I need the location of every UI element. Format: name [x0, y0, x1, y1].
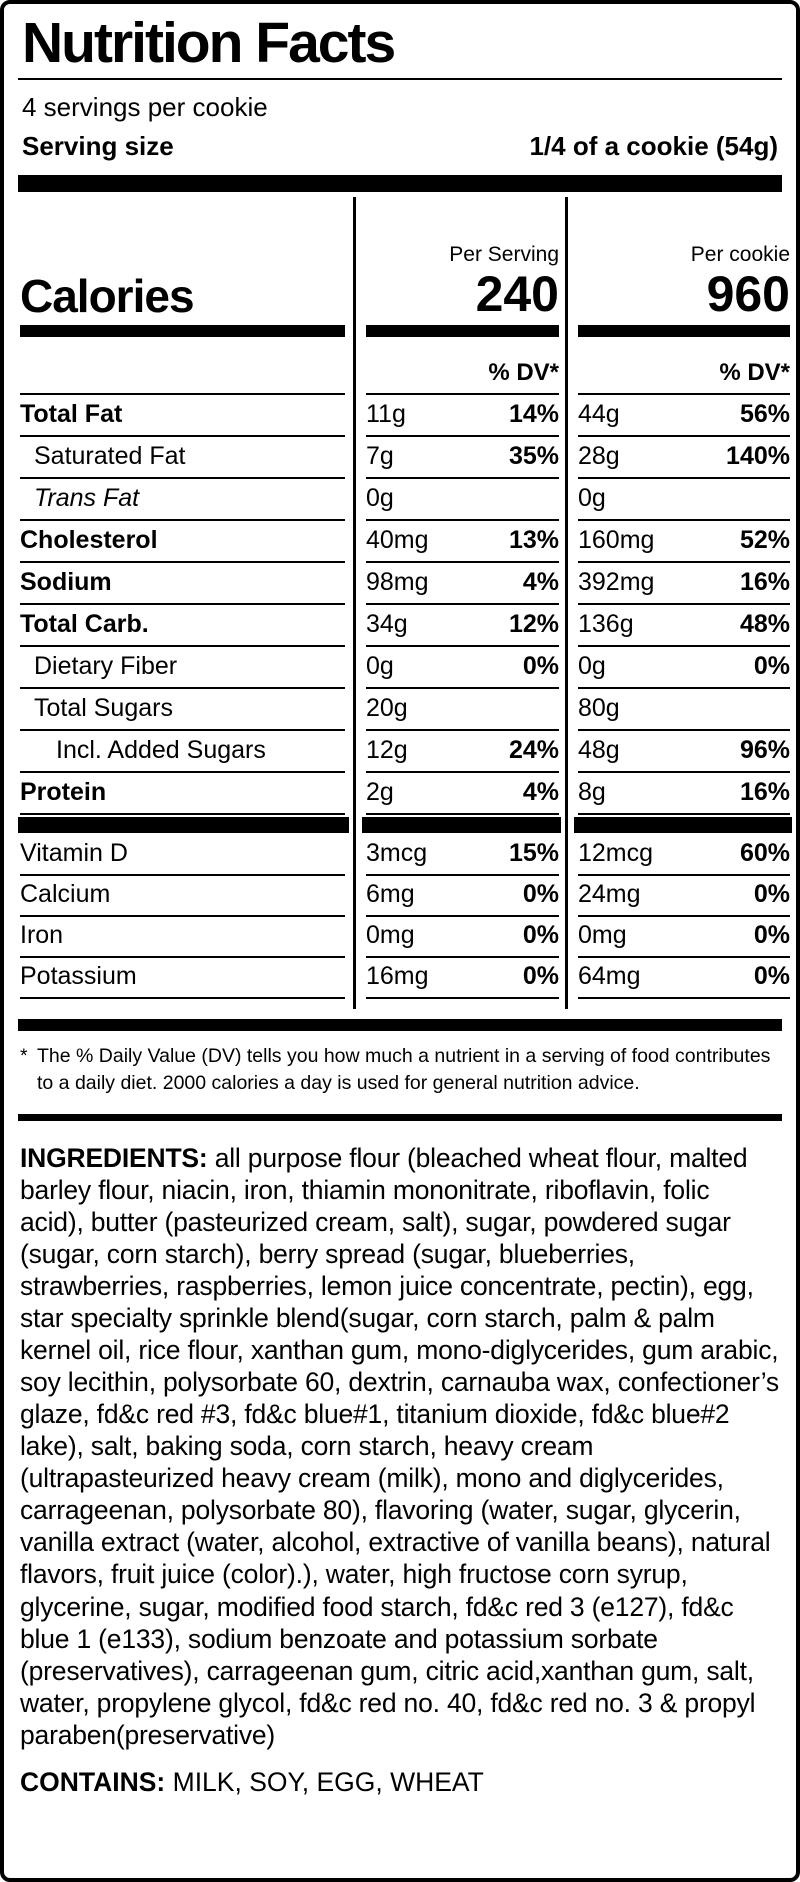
- title-rule: [18, 78, 782, 80]
- dv-footnote: [4, 1031, 796, 1097]
- ingredients-label: INGREDIENTS:: [20, 1142, 208, 1173]
- dv-per-cookie: 0%: [753, 961, 790, 990]
- amount-per-serving: 20g: [366, 693, 408, 722]
- nutrient-name: Calcium: [20, 879, 111, 908]
- dv-per-serving: 35%: [508, 441, 559, 470]
- amount-per-cookie: 24mg: [578, 879, 641, 908]
- amount-per-serving: 3mcg: [366, 838, 428, 867]
- nutrient-name: Sodium: [20, 567, 112, 596]
- dv-per-serving: 0%: [522, 920, 559, 949]
- amount-per-cookie: 12mcg: [578, 838, 654, 867]
- footnote-text: The % Daily Value (DV) tells you how much a nutrient in a serving of food contributes to a daily diet. 2000 calories a day is used for general nutrition advice.: [37, 1044, 771, 1094]
- dv-per-cookie: 96%: [739, 735, 790, 764]
- dv-per-serving: 15%: [508, 838, 559, 867]
- amount-per-serving: 2g: [366, 777, 394, 806]
- thick-separator-bar: [18, 175, 782, 192]
- amount-per-serving: 16mg: [366, 961, 429, 990]
- ingredients-text: all purpose flour (bleached wheat flour, malted barley flour, niacin, iron, thiamin mononitrate, riboflavin, folic acid), butter (pasteurized cream, salt), sugar, powdered sugar (sugar, corn starch), berry spread (sugar, blueberries, strawberries, raspberries, lemon juice concentrate, pectin), egg, star specialty sprinkle blend(sugar, corn starch, palm & palm kernel oil, rice flour, xanthan gum, mono-diglycerides, gum arabic, soy lecithin, polysorbate 60, dextrin, carnauba wax, confectioner’s glaze, fd&c red #3, fd&c blue#1, titanium dioxide, fd&c blue#2 lake), salt, baking soda, corn starch, heavy cream (ultrapasteurized heavy cream (milk), mono and diglycerides, carrageenan, polysorbate 80), flavoring (water, sugar, glycerin, vanilla extract (water, alcohol, extractive of vanilla beans), natural flavors, fruit juice (color).), water, high fructose corn syrup, glycerine, sugar, modified food starch, fd&c red 3 (e127), fd&c blue 1 (e133), sodium benzoate and potassium sorbate (preservatives), carrageenan gum, citric acid,xanthan gum, salt, water, propylene glycol, fd&c red no. 40, fd&c red no. 3 & propyl paraben(preservative): [20, 1142, 779, 1750]
- calories-per-serving-cell: [353, 197, 565, 337]
- dv-per-cookie: 0%: [753, 879, 790, 908]
- nutrient-table: [4, 197, 796, 1009]
- nutrient-name: Dietary Fiber: [34, 651, 178, 680]
- amount-per-serving: 40mg: [366, 525, 429, 554]
- dv-per-cookie: 48%: [739, 609, 790, 638]
- dv-per-serving: 12%: [508, 609, 559, 638]
- dv-per-serving: 4%: [522, 567, 559, 596]
- dv-per-serving: 14%: [508, 399, 559, 428]
- dv-per-serving: 24%: [508, 735, 559, 764]
- ingredients-section: [4, 1142, 796, 1751]
- nutrient-name: Vitamin D: [20, 838, 128, 867]
- dv-per-cookie: 52%: [739, 525, 790, 554]
- serving-size-label: Serving size: [22, 130, 174, 161]
- nutrient-name: Trans Fat: [34, 483, 140, 512]
- dv-per-cookie: 0%: [753, 920, 790, 949]
- dv-per-cookie: 60%: [739, 838, 790, 867]
- dv-per-cookie: 140%: [726, 441, 790, 470]
- nutrient-name: Total Carb.: [20, 609, 149, 638]
- calories-underbar: [578, 325, 790, 337]
- dv-per-serving: 13%: [508, 525, 559, 554]
- column-header-per-cookie: Per cookie: [690, 243, 790, 267]
- calories-per-serving-value: 240: [475, 266, 559, 323]
- amount-per-serving: 7g: [366, 441, 394, 470]
- nutrient-name: Total Sugars: [34, 693, 173, 722]
- amount-per-serving: 0mg: [366, 920, 415, 949]
- amount-per-serving: 0g: [366, 651, 394, 680]
- nutrient-name: Total Fat: [20, 399, 123, 428]
- dv-header-col1: % DV*: [488, 358, 559, 386]
- dv-header-col2: % DV*: [719, 358, 790, 386]
- label-header: [4, 11, 796, 192]
- footnote-separator-bar: [18, 1019, 782, 1031]
- amount-per-cookie: 0g: [578, 651, 606, 680]
- amount-per-cookie: 0g: [578, 483, 606, 512]
- calories-underbar: [366, 325, 559, 337]
- nutrient-name: Iron: [20, 920, 64, 949]
- calories-word-cell: [4, 197, 353, 337]
- amount-per-serving: 6mg: [366, 879, 415, 908]
- nutrient-name: Protein: [20, 777, 107, 806]
- amount-per-serving: 0g: [366, 483, 394, 512]
- nutrient-name: Incl. Added Sugars: [56, 735, 266, 764]
- nutrient-name: Cholesterol: [20, 525, 158, 554]
- dv-per-serving: 0%: [522, 961, 559, 990]
- page-title: Nutrition Facts: [22, 11, 395, 75]
- amount-per-cookie: 64mg: [578, 961, 641, 990]
- servings-per-container: 4 servings per cookie: [22, 91, 268, 122]
- dv-per-serving: 0%: [522, 879, 559, 908]
- amount-per-serving: 34g: [366, 609, 408, 638]
- contains-section: [4, 1767, 796, 1798]
- calories-per-cookie-cell: [565, 197, 796, 337]
- nutrient-name: Saturated Fat: [34, 441, 186, 470]
- amount-per-cookie: 80g: [578, 693, 620, 722]
- amount-per-cookie: 44g: [578, 399, 620, 428]
- dv-per-serving: 0%: [522, 651, 559, 680]
- separator-bar: [362, 817, 561, 833]
- separator-bar: [18, 817, 349, 833]
- amount-per-cookie: 0mg: [578, 920, 627, 949]
- dv-per-cookie: 56%: [739, 399, 790, 428]
- dv-per-cookie: 16%: [739, 567, 790, 596]
- calories-underbar: [20, 325, 345, 337]
- dv-per-cookie: 0%: [753, 651, 790, 680]
- footnote-asterisk: *: [20, 1044, 28, 1067]
- amount-per-cookie: 28g: [578, 441, 620, 470]
- calories-per-cookie-value: 960: [706, 266, 790, 323]
- amount-per-cookie: 136g: [578, 609, 634, 638]
- dv-per-cookie: 16%: [739, 777, 790, 806]
- amount-per-cookie: 160mg: [578, 525, 655, 554]
- ingredients-separator-bar: [18, 1114, 782, 1121]
- calories-label: Calories: [20, 269, 194, 322]
- contains-text: MILK, SOY, EGG, WHEAT: [172, 1766, 484, 1797]
- amount-per-serving: 98mg: [366, 567, 429, 596]
- dv-per-serving: 4%: [522, 777, 559, 806]
- column-header-per-serving: Per Serving: [449, 243, 559, 267]
- separator-bar: [574, 817, 792, 833]
- amount-per-cookie: 8g: [578, 777, 606, 806]
- nutrient-name: Potassium: [20, 961, 137, 990]
- amount-per-cookie: 392mg: [578, 567, 655, 596]
- amount-per-serving: 11g: [366, 399, 406, 428]
- contains-label: CONTAINS:: [20, 1766, 166, 1797]
- serving-size-row: [18, 131, 782, 162]
- serving-size-value: 1/4 of a cookie (54g): [529, 130, 778, 161]
- amount-per-cookie: 48g: [578, 735, 620, 764]
- amount-per-serving: 12g: [366, 735, 408, 764]
